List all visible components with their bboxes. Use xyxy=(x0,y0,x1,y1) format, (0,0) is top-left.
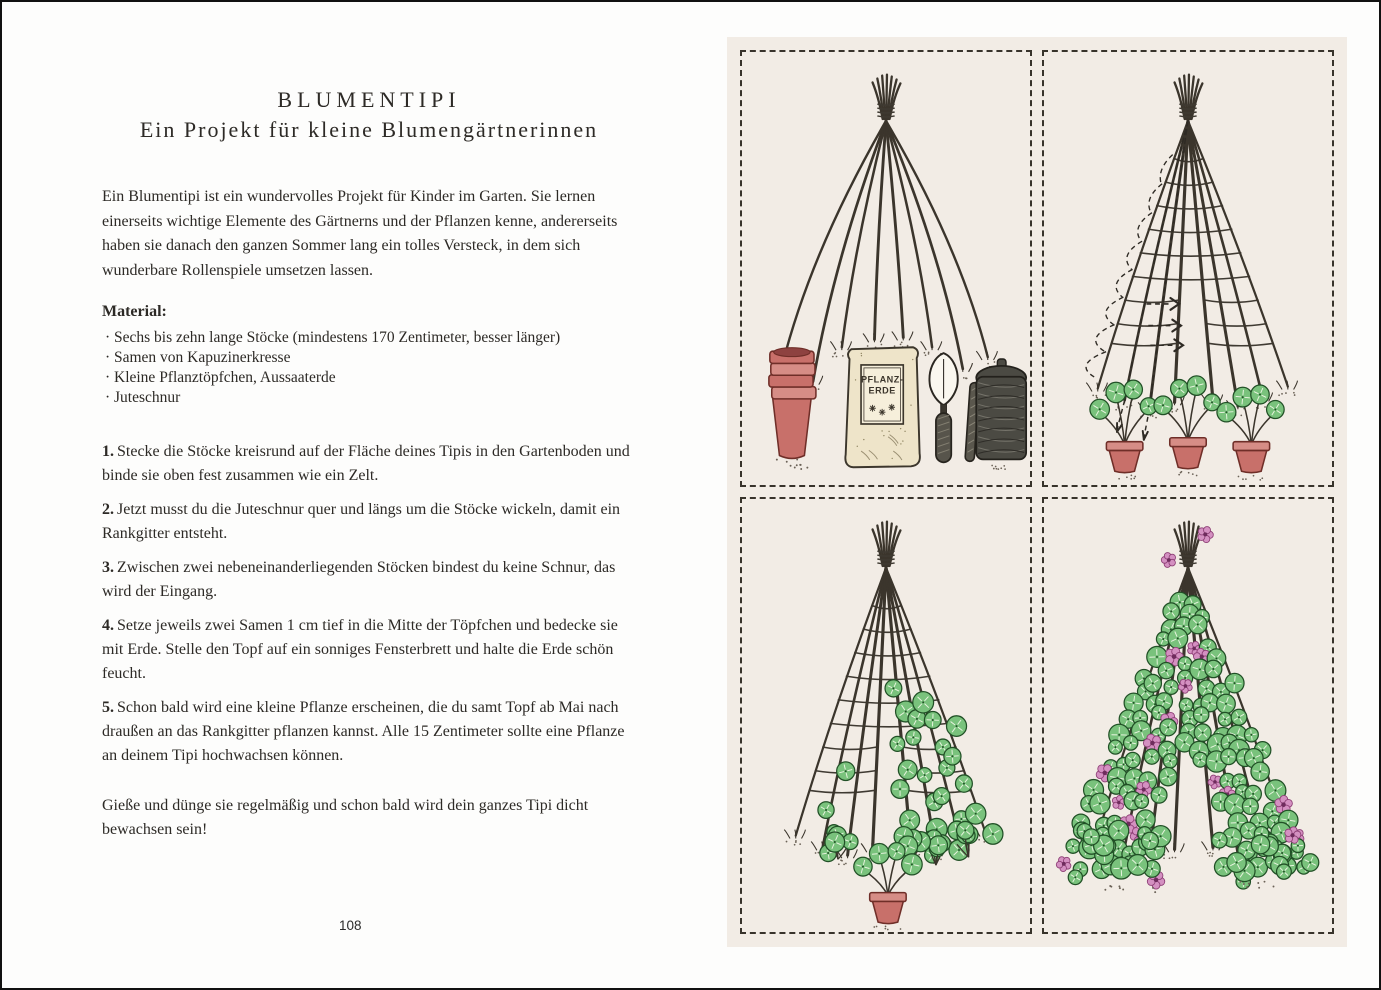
step-number: 3. xyxy=(102,559,114,576)
material-item xyxy=(102,368,636,388)
step-number: 2. xyxy=(102,501,114,518)
step-number: 5. xyxy=(102,699,114,716)
twine-wrapping-teepee-illustration xyxy=(1044,52,1332,485)
panel-step3 xyxy=(740,497,1032,934)
page-subtitle: Ein Projekt für kleine Blumengärtnerinnen xyxy=(139,117,599,142)
step-2 xyxy=(102,498,636,546)
illustration-page xyxy=(727,37,1347,947)
step-number: 1. xyxy=(102,443,114,460)
bullet-marker: · xyxy=(105,329,111,346)
panel-step2 xyxy=(1042,50,1334,487)
material-item xyxy=(102,328,636,348)
closing-paragraph: Gieße und dünge sie regelmäßig und schon bald wird dein ganzes Tipi dicht bewachsen sein! xyxy=(102,797,589,838)
material-item-text: Sechs bis zehn lange Stöcke (mindestens 170 Zentimeter, besser länger) xyxy=(114,329,561,346)
bare-teepee-and-materials-illustration xyxy=(742,52,1030,485)
panel-step1 xyxy=(740,50,1032,487)
soil-bag-label-line1: PFLANZ- xyxy=(861,374,904,385)
material-item-text: Samen von Kapuzinerkresse xyxy=(114,349,291,366)
step-text: Zwischen zwei nebeneinanderliegenden Stöcken bindest du keine Schnur, das wird der Eingang. xyxy=(102,559,616,600)
step-text: Schon bald wird eine kleine Pflanze erscheinen, die du samt Topf ab Mai nach draußen an das Rankgitter pflanzen kannst. Alle 15 Zentimeter sollte eine Pflanze an deinem Tipi hochwachsen können. xyxy=(102,699,625,764)
intro-paragraph: Ein Blumentipi ist ein wundervolles Projekt für Kinder im Garten. Sie lernen einerseits wichtige Elemente des Gärtnerns und der Pflanzen kenne, andererseits haben sie danach den ganzen Sommer lang ein tolles Versteck, in dem sich wunderbare Rollenspiele umsetzen lassen. xyxy=(102,188,618,279)
step-3 xyxy=(102,556,636,604)
panel-step4 xyxy=(1042,497,1334,934)
material-item xyxy=(102,348,636,368)
step-1 xyxy=(102,440,636,488)
soil-bag-label-line2: ERDE xyxy=(868,385,896,396)
teepee-with-young-plants-illustration xyxy=(742,499,1030,932)
left-text-page xyxy=(102,86,636,858)
page-title: BLUMENTIPI xyxy=(277,87,461,112)
bullet-marker: · xyxy=(105,389,111,406)
material-list xyxy=(102,328,636,408)
material-heading: Material: xyxy=(102,303,167,320)
step-text: Stecke die Stöcke kreisrund auf der Fläche deines Tipis in den Gartenboden und binde sie oben fest zusammen wie ein Zelt. xyxy=(102,443,630,484)
bullet-marker: · xyxy=(105,349,111,366)
step-4 xyxy=(102,614,636,686)
material-item-text: Juteschnur xyxy=(114,389,181,406)
instruction-steps xyxy=(102,440,636,768)
material-item xyxy=(102,388,636,408)
fully-grown-flower-teepee-illustration xyxy=(1044,499,1332,932)
page-number: 108 xyxy=(339,918,362,933)
step-number: 4. xyxy=(102,617,114,634)
step-text: Setze jeweils zwei Samen 1 cm tief in die Mitte der Töpfchen und bedecke sie mit Erde. Stelle den Topf auf ein sonniges Fensterbrett und halte die Erde schön feucht. xyxy=(102,617,618,682)
step-text: Jetzt musst du die Juteschnur quer und längs um die Stöcke wickeln, damit ein Rankgitter entsteht. xyxy=(102,501,621,542)
step-5 xyxy=(102,696,636,768)
material-item-text: Kleine Pflanztöpfchen, Aussaaterde xyxy=(114,369,336,386)
bullet-marker: · xyxy=(105,369,111,386)
